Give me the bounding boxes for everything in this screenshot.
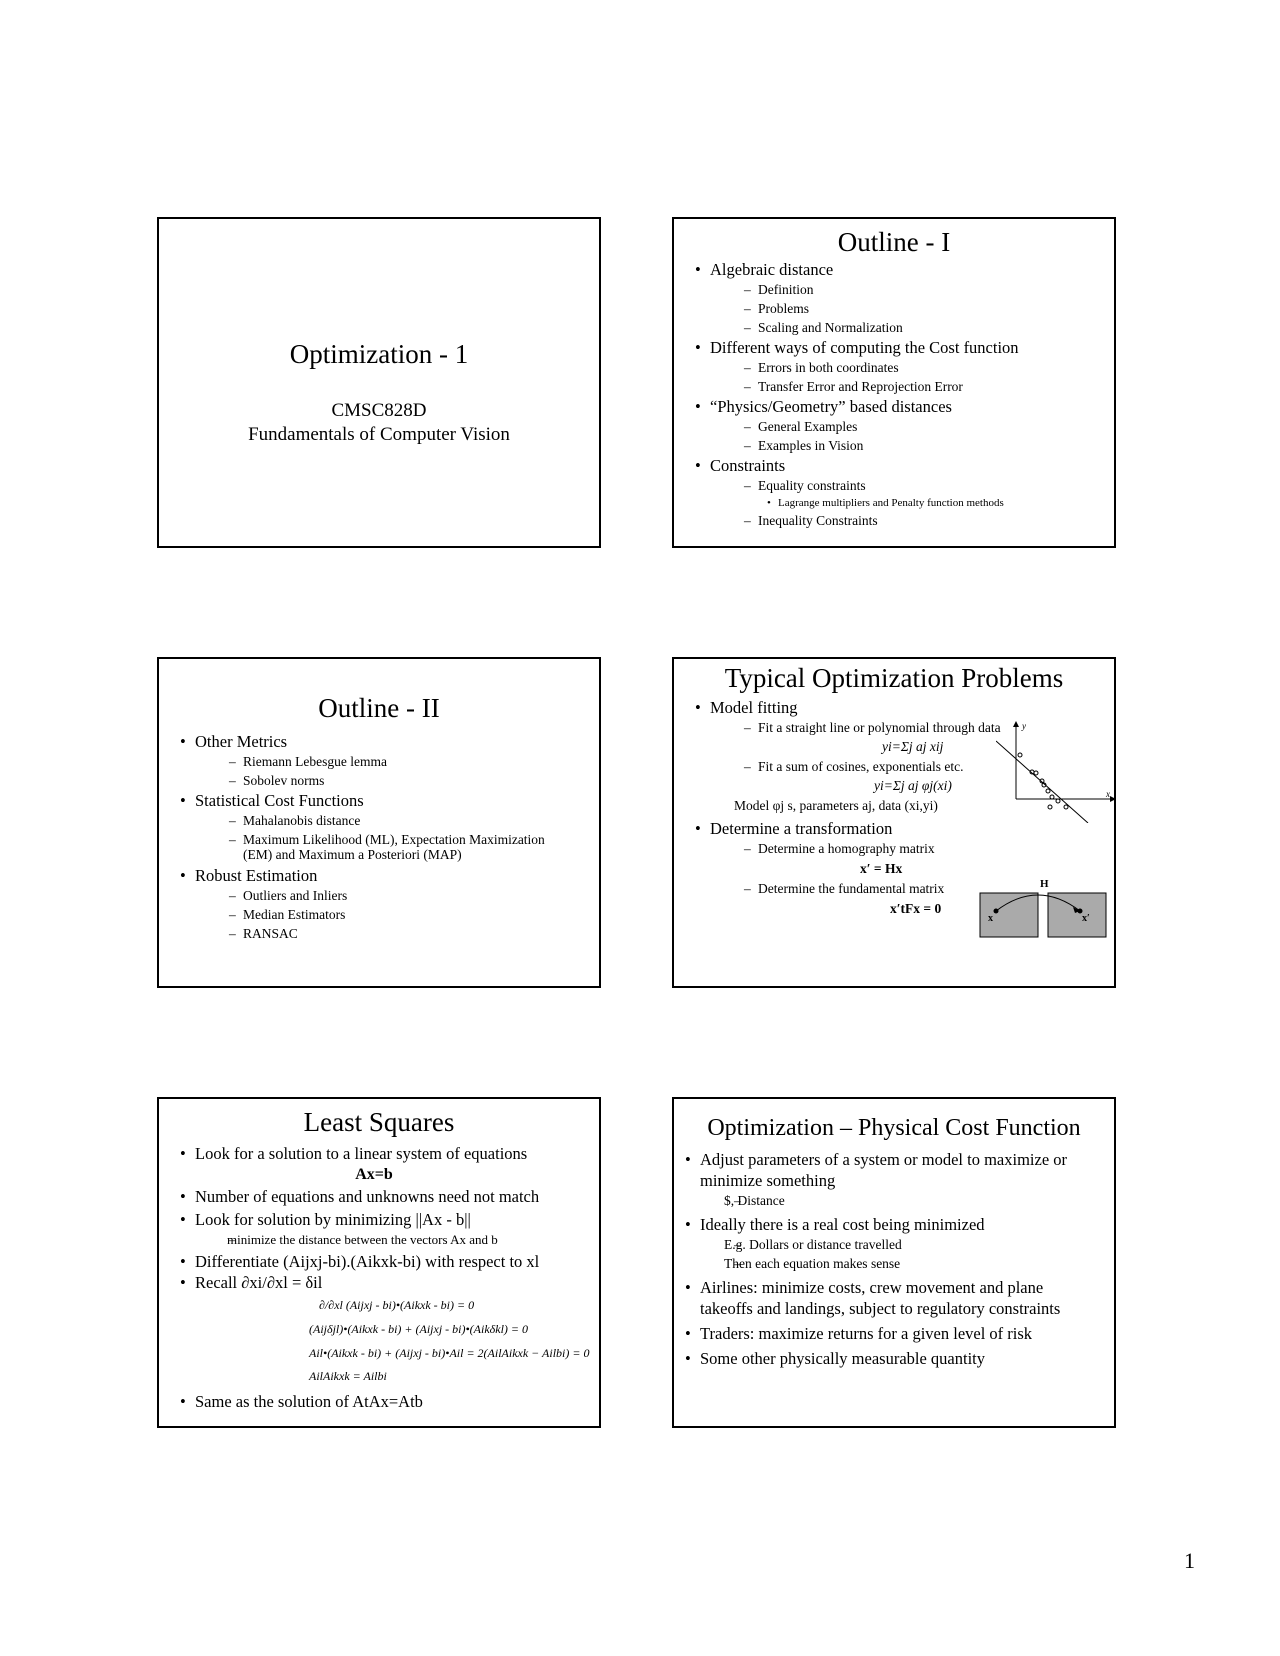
x-label: x <box>988 913 993 924</box>
slide3-list <box>169 731 599 943</box>
slide6-title: Optimization – Physical Cost Function <box>707 1115 1081 1141</box>
list-item: – E.g. Dollars or distance travelled <box>674 1235 1114 1254</box>
line-fit-diagram <box>996 713 1116 823</box>
list-item: – Determine a homography matrix <box>684 839 1114 858</box>
list-item: • Differentiate (Aijxj-bi).(Aikxk-bi) with respect to xl <box>169 1251 599 1272</box>
slide-physical-cost <box>672 1097 1116 1428</box>
list-item: • Constraints <box>684 455 1114 476</box>
list-item: • Look for solution by minimizing ||Ax - b|| <box>169 1209 599 1230</box>
derivation-line: ∂/∂xl (Aijxj - bi)•(Aikxk - bi) = 0 <box>319 1298 475 1312</box>
list-item: – Median Estimators <box>169 905 599 924</box>
slide-least-squares <box>157 1097 601 1428</box>
list-item: – Equality constraints <box>684 476 1114 495</box>
x-axis-arrow <box>1110 796 1116 802</box>
image-plane-2 <box>1048 893 1106 937</box>
slide5-list <box>169 1143 599 1412</box>
list-item: – Sobolev norms <box>169 771 599 790</box>
list-item: • Recall ∂xi/∂xl = δil <box>169 1272 599 1293</box>
page-number: 1 <box>1184 1548 1195 1573</box>
list-item: • Model fitting <box>684 697 1114 718</box>
list-item: – Outliers and Inliers <box>169 886 599 905</box>
list-item: • Traders: maximize returns for a given level of risk <box>674 1323 1114 1344</box>
equation: x′ = Hx <box>860 861 903 876</box>
list-item: – Transfer Error and Reprojection Error <box>684 377 1114 396</box>
slide2-list <box>684 259 1114 530</box>
x-prime-label: x′ <box>1082 913 1090 924</box>
homography-diagram <box>978 875 1108 941</box>
list-item: – Problems <box>684 299 1114 318</box>
list-item: – Errors in both coordinates <box>684 358 1114 377</box>
slide1-course: CMSC828D <box>331 400 427 421</box>
y-axis-arrow <box>1013 721 1019 727</box>
list-item: • Some other physically measurable quantity <box>674 1348 1114 1369</box>
list-item: – $, Distance <box>674 1191 1114 1210</box>
list-item: – Then each equation makes sense <box>674 1254 1114 1273</box>
x-axis-label: x <box>1106 789 1110 799</box>
list-item: • Look for a solution to a linear system of equations <box>169 1143 599 1164</box>
list-item: – minimize the distance between the vectors Ax and b <box>169 1230 599 1249</box>
list-item: – Riemann Lebesgue lemma <box>169 752 599 771</box>
slide1-title: Optimization - 1 <box>289 339 469 369</box>
list-item: – Definition <box>684 280 1114 299</box>
list-item: • Other Metrics <box>169 731 599 752</box>
slide-title <box>157 217 601 548</box>
equation: yi=Σj aj φj(xi) <box>874 778 952 793</box>
slide2-title: Outline - I <box>837 227 951 257</box>
list-item: – Examples in Vision <box>684 436 1114 455</box>
data-points <box>1018 753 1068 809</box>
list-item: • Adjust parameters of a system or model to maximize or <box>674 1149 1114 1170</box>
fit-line <box>996 741 1088 823</box>
derivation-line: (Aijδjl)•(Aikxk - bi) + (Aijxj - bi)•(Aikδkl) = 0 <box>309 1322 528 1336</box>
list-item-continuation: minimize something <box>700 1171 836 1190</box>
list-item: – RANSAC <box>169 924 599 943</box>
list-item: • Lagrange multipliers and Penalty function methods <box>684 495 1114 511</box>
list-item-continuation: takeoffs and landings, subject to regulatory constraints <box>700 1299 1061 1318</box>
list-item: – Mahalanobis distance <box>169 811 599 830</box>
slide3-title: Outline - II <box>318 693 440 723</box>
list-item: • Same as the solution of AtAx=Atb <box>169 1391 599 1412</box>
point-x <box>994 909 999 914</box>
model-line: Model φj s, parameters aj, data (xi,yi) <box>734 798 938 813</box>
equation: Ax=b <box>355 1166 393 1183</box>
list-item: • Determine a transformation <box>684 818 1114 839</box>
list-item: • Algebraic distance <box>684 259 1114 280</box>
list-item: • Number of equations and unknowns need not match <box>169 1186 599 1207</box>
list-item: – Inequality Constraints <box>684 511 1114 530</box>
list-item: • Statistical Cost Functions <box>169 790 599 811</box>
list-item: • “Physics/Geometry” based distances <box>684 396 1114 417</box>
list-item: – Fit a sum of cosines, exponentials etc. <box>684 757 1114 776</box>
slide-outline-2 <box>157 657 601 988</box>
slide6-list <box>674 1149 1114 1369</box>
slide-outline-1 <box>672 217 1116 548</box>
slide-typical-optimization <box>672 657 1116 988</box>
equation: yi=Σj aj xij <box>882 739 944 754</box>
h-label: H <box>1040 878 1049 890</box>
slide5-title: Least Squares <box>303 1107 455 1137</box>
list-item: • Robust Estimation <box>169 865 599 886</box>
derivation-line: Ail•(Aikxk - bi) + (Aijxj - bi)•Ail = 2(AilAikxk − Ailbi) = 0 <box>309 1346 590 1360</box>
list-item: – Determine the fundamental matrix <box>684 879 1114 898</box>
y-axis-label: y <box>1022 721 1026 731</box>
list-item: • Different ways of computing the Cost function <box>684 337 1114 358</box>
list-item: – Fit a straight line or polynomial through data <box>684 718 1114 737</box>
list-item: • Ideally there is a real cost being minimized <box>674 1214 1114 1235</box>
derivation-line: AilAikxk = Ailbi <box>309 1369 387 1383</box>
list-item: – Scaling and Normalization <box>684 318 1114 337</box>
slide1-course-name: Fundamentals of Computer Vision <box>248 424 510 445</box>
list-item-continuation: (EM) and Maximum a Posteriori (MAP) <box>243 847 462 862</box>
slide4-title: Typical Optimization Problems <box>724 663 1064 693</box>
equation: x′tFx = 0 <box>890 901 942 916</box>
list-item: • Airlines: minimize costs, crew movement and plane <box>674 1277 1114 1298</box>
list-item: – Maximum Likelihood (ML), Expectation Maximization <box>169 832 599 847</box>
list-item: – General Examples <box>684 417 1114 436</box>
